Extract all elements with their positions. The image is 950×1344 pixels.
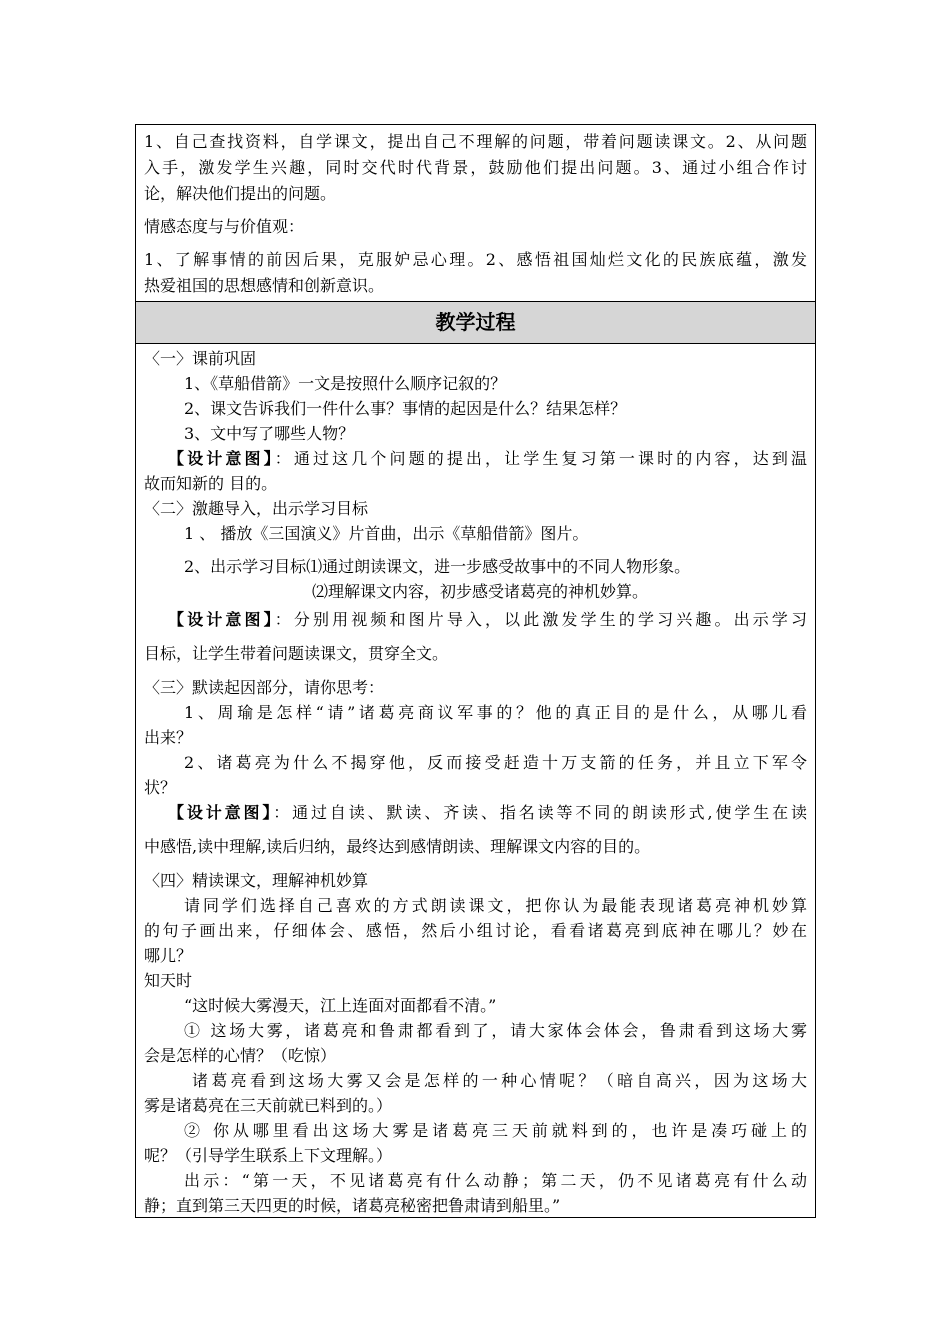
part4-line-3: 哪儿？ — [144, 946, 193, 965]
process-cell — [136, 344, 815, 1218]
part2-item-2: 2、出示学习目标⑴通过朗读课文，进一步感受故事中的不同人物形象。 — [184, 557, 691, 576]
part2-item-2b: ⑵理解课文内容，初步感受诸葛亮的神机妙算。 — [312, 582, 649, 601]
emotion-title: 情感态度与与价值观： — [144, 217, 305, 236]
part1-question-1: 1、《草船借箭》一文是按照什么顺序记叙的？ — [184, 374, 507, 393]
part3-title: 〈三〉默读起因部分，请你思考： — [144, 678, 385, 697]
part3-question-1: 1、周瑜是怎样“请”诸葛亮商议军事的？他的真正目的是什么，从哪儿看 — [184, 703, 807, 722]
part2-item-1: 1 、 播放《三国演义》片首曲，出示《草船借箭》图片。 — [184, 524, 589, 543]
part4-line-10: ② 你从哪里看出这场大雾是诸葛亮三天前就料到的，也许是凑巧碰上的 — [184, 1121, 807, 1140]
part4-line-2: 的句子画出来，仔细体会、感悟，然后小组讨论，看看诸葛亮到底神在哪儿？妙在 — [144, 921, 807, 940]
part1-design-intent: 【设计意图】：通过这几个问题的提出，让学生复习第一课时的内容，达到温 — [168, 449, 807, 468]
part4-line-11: 呢？（引导学生联系上下文理解。） — [144, 1146, 393, 1165]
part4-line-6: ① 这场大雾，诸葛亮和鲁肃都看到了，请大家体会体会，鲁肃看到这场大雾 — [184, 1021, 807, 1040]
part4-line-5: “这时候大雾漫天，江上连面对面都看不清。” — [184, 996, 497, 1015]
part4-line-12: 出示：“第一天，不见诸葛亮有什么动静；第二天，仍不见诸葛亮有什么动 — [184, 1171, 807, 1190]
part1-question-2: 2、课文告诉我们一件什么事？事情的起因是什么？结果怎样？ — [184, 399, 627, 418]
part4-title: 〈四〉精读课文，理解神机妙算 — [144, 871, 369, 890]
part3-question-1b: 出来？ — [144, 728, 193, 747]
part2-title: 〈二〉激趣导入，出示学习目标 — [144, 499, 369, 518]
design-intent-label: 【设计意图】 — [168, 610, 275, 629]
method-line-1: 1、自己查找资料，自学课文，提出自己不理解的问题，带着问题读课文。2、从问题 — [144, 132, 807, 151]
part4-line-7: 会是怎样的心情？（吃惊） — [144, 1046, 337, 1065]
emotion-line-1: 1、了解事情的前因后果，克服妒忌心理。2、感悟祖国灿烂文化的民族底蕴，激发 — [144, 250, 807, 269]
objectives-cell — [136, 125, 815, 302]
design-intent-label: 【设计意图】 — [168, 803, 274, 822]
part1-title: 〈一〉课前巩固 — [144, 349, 257, 368]
method-line-2: 入手，激发学生兴趣，同时交代时代背景，鼓励他们提出问题。3、通过小组合作讨 — [144, 158, 807, 177]
part1-question-3: 3、文中写了哪些人物？ — [184, 424, 355, 443]
lesson-plan-table — [135, 124, 816, 1218]
design-intent-label: 【设计意图】 — [168, 449, 275, 468]
part3-question-2: 2、诸葛亮为什么不揭穿他，反而接受赶造十万支箭的任务，并且立下军令 — [184, 753, 807, 772]
emotion-line-2: 热爱祖国的思想感情和创新意识。 — [144, 276, 385, 295]
part4-line-1: 请同学们选择自己喜欢的方式朗读课文，把你认为最能表现诸葛亮神机妙算 — [184, 896, 807, 915]
part4-line-4: 知天时 — [144, 971, 193, 990]
part3-design-intent: 【设计意图】：通过自读、默读、齐读、指名读等不同的朗读形式,使学生在读 — [168, 803, 807, 822]
part1-design-intent-line2: 故而知新的 目的。 — [144, 474, 278, 493]
part4-line-8: 诸葛亮看到这场大雾又会是怎样的一种心情呢？（暗自高兴，因为这场大 — [192, 1071, 807, 1090]
part3-question-2b: 状？ — [144, 778, 177, 797]
part3-design-intent-line2: 中感悟,读中理解,读后归纳，最终达到感情朗读、理解课文内容的目的。 — [144, 837, 651, 856]
part4-line-13: 静；直到第三天四更的时候，诸葛亮秘密把鲁肃请到船里。” — [144, 1196, 561, 1215]
part2-design-intent-line2: 目标，让学生带着问题读课文，贯穿全文。 — [144, 644, 449, 663]
section-header: 教学过程 — [136, 302, 815, 344]
method-line-3: 论，解决他们提出的问题。 — [144, 184, 337, 203]
part2-design-intent: 【设计意图】：分别用视频和图片导入，以此激发学生的学习兴趣。出示学习 — [168, 610, 807, 629]
part4-line-9: 雾是诸葛亮在三天前就已料到的。） — [144, 1096, 393, 1115]
